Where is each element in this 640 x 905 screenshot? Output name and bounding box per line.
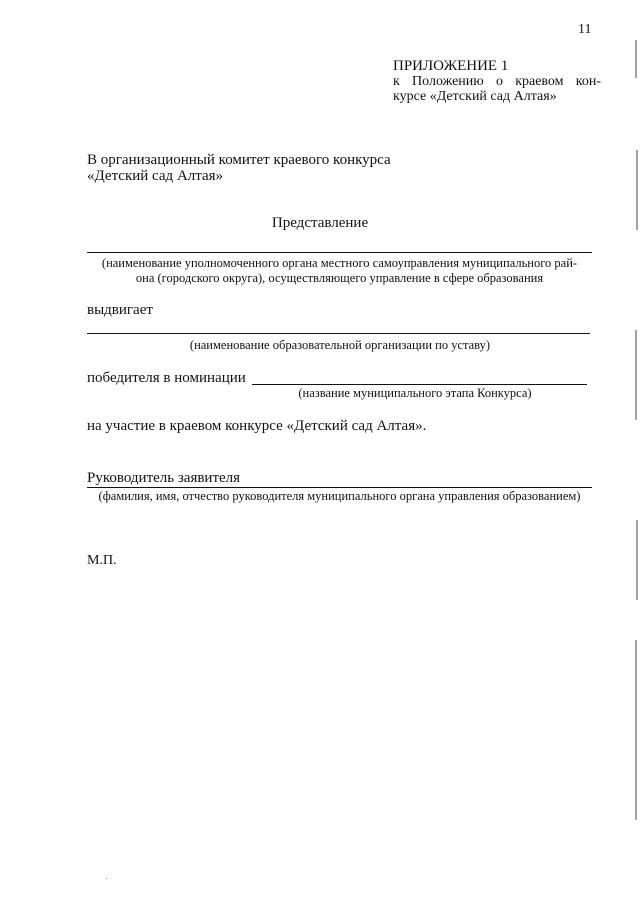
appendix-title: ПРИЛОЖЕНИЕ 1 (393, 58, 509, 74)
appendix-line-1: к Положению о краевом кон- (393, 74, 601, 89)
head-label: Руководитель заявителя (87, 470, 241, 486)
head-field-line (87, 487, 592, 488)
authority-hint (87, 256, 592, 286)
nomination-field-line (252, 384, 587, 385)
stamp-label: М.П. (87, 553, 117, 568)
appendix-line-2: курсе «Детский сад Алтая» (393, 89, 557, 104)
participation-text: на участие в краевом конкурсе «Детский сад Алтая». (87, 418, 427, 434)
scan-speck (106, 878, 107, 879)
head-hint: (фамилия, имя, отчество руководителя муниципального органа управления образованием) (98, 489, 581, 503)
institution-field-line (87, 333, 590, 334)
institution-hint: (наименование образовательной организации по уставу) (189, 338, 491, 352)
authority-hint-line-2: она (городского округа), осуществляющего управление в сфере образования (135, 271, 544, 285)
document-title: Представление (271, 215, 369, 231)
stage-hint: (название муниципального этапа Конкурса) (298, 386, 532, 400)
addressee-line-2: «Детский сад Алтая» (87, 168, 224, 184)
nominates-label: выдвигает (87, 302, 153, 318)
winner-label: победителя в номинации (87, 370, 246, 386)
page-number: 11 (578, 22, 592, 37)
scan-edge-marks (630, 0, 640, 905)
addressee-line-1: В организационный комитет краевого конкурса (87, 152, 391, 168)
authority-field-line (87, 252, 592, 253)
authority-hint-line-1: (наименование уполномоченного органа местного самоуправления муниципального рай- (101, 256, 578, 270)
